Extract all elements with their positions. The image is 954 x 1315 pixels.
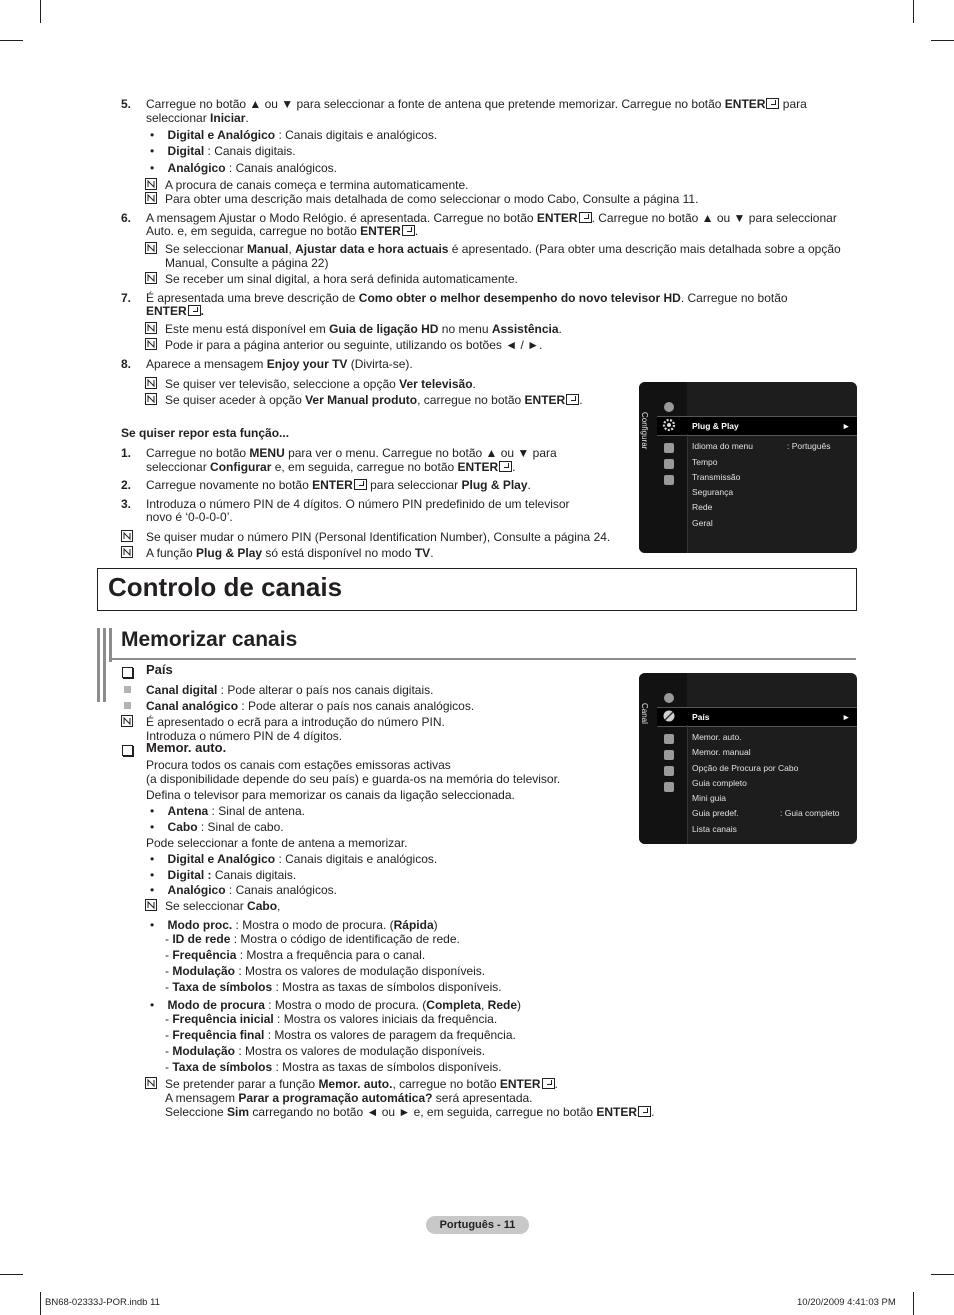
note-icon bbox=[145, 377, 157, 389]
page-title: Controlo de canais bbox=[108, 572, 343, 602]
note-icon bbox=[145, 242, 157, 254]
reset-step-3-line2: novo é ‘0-0-0-0’. bbox=[146, 510, 233, 524]
osd-item[interactable]: Guia completo bbox=[692, 778, 747, 788]
osd-item[interactable]: Transmissão bbox=[692, 472, 741, 482]
note-text: Se quiser aceder à opção Ver Manual produto, carregue no botão ENTER . bbox=[165, 393, 583, 407]
bullet-item: • Digital : Canais digitais. bbox=[150, 144, 296, 158]
paragraph: (a disponibilidade depende do seu país) e guarda-os na memória do televisor. bbox=[146, 772, 561, 786]
reset-step-2-line: Carregue novamente no botão ENTER para seleccionar Plug & Play. bbox=[146, 478, 531, 492]
enter-icon bbox=[766, 98, 779, 109]
enter-icon bbox=[542, 1078, 555, 1089]
bullet-item: • Digital e Analógico : Canais digitais e analógicos. bbox=[150, 128, 438, 142]
bullet-item: • Antena : Sinal de antena. bbox=[150, 804, 305, 818]
reset-step-1-number: 1. bbox=[121, 446, 132, 460]
osd-item[interactable]: Lista canais bbox=[692, 824, 737, 834]
section-title: Memorizar canais bbox=[121, 628, 298, 651]
menu-icon bbox=[664, 766, 674, 776]
menu-icon bbox=[664, 443, 674, 453]
gear-icon bbox=[664, 734, 674, 744]
note-text: Se pretender parar a função Memor. auto., carregue no botão ENTER . bbox=[165, 1077, 558, 1091]
note-text: Este menu está disponível em Guia de ligação HD no menu Assistência. bbox=[165, 322, 562, 336]
enter-icon bbox=[579, 212, 592, 223]
enter-icon bbox=[354, 479, 367, 490]
satellite-icon bbox=[661, 708, 677, 724]
bullet-item: • Digital e Analógico : Canais digitais e analógicos. bbox=[150, 852, 438, 866]
osd-highlight-row[interactable] bbox=[657, 707, 857, 727]
reset-step-3-number: 3. bbox=[121, 497, 132, 511]
menu-icon bbox=[664, 459, 674, 469]
note-icon bbox=[145, 899, 157, 911]
arrow-right-icon: ► bbox=[842, 712, 851, 722]
note-text: A função Plug & Play só está disponível no modo TV. bbox=[146, 546, 434, 560]
reset-step-2-number: 2. bbox=[121, 478, 132, 492]
list-item: Canal digital : Pode alterar o país nos canais digitais. bbox=[146, 683, 434, 697]
note-text: Se seleccionar Cabo, bbox=[165, 899, 281, 913]
osd-item[interactable]: Geral bbox=[692, 518, 713, 528]
osd-vertical-label: Configurar bbox=[640, 412, 649, 450]
step-7-number: 7. bbox=[121, 291, 132, 305]
note-icon bbox=[145, 272, 157, 284]
subsection-heading: País bbox=[146, 662, 173, 677]
checkbox-bullet-icon bbox=[122, 745, 133, 756]
arrow-right-icon: ► bbox=[842, 421, 851, 431]
step-5-line2: seleccionar Iniciar. bbox=[146, 111, 249, 125]
file-name: BN68-02333J-POR.indb 11 bbox=[45, 1297, 160, 1308]
osd-item[interactable]: Mini guia bbox=[692, 793, 727, 803]
osd-item-value: : Português bbox=[787, 441, 831, 451]
enter-icon bbox=[638, 1106, 651, 1117]
note-text: Para obter uma descrição mais detalhada de como seleccionar o modo Cabo, Consulte a página 11. bbox=[165, 192, 699, 206]
reset-title: Se quiser repor esta função... bbox=[121, 426, 290, 440]
note-icon bbox=[145, 178, 157, 190]
enter-icon bbox=[188, 305, 201, 316]
paragraph: Procura todos os canais com estações emissoras activas bbox=[146, 758, 451, 772]
list-item: Canal analógico : Pode alterar o país nos canais analógicos. bbox=[146, 699, 475, 713]
paragraph: Defina o televisor para memorizar os canais da ligação seleccionada. bbox=[146, 788, 515, 802]
osd-channel-menu bbox=[639, 673, 857, 844]
osd-item[interactable]: Rede bbox=[692, 502, 713, 512]
osd-sidebar bbox=[639, 673, 687, 844]
sub-item: - Frequência : Mostra a frequência para o canal. bbox=[165, 948, 426, 962]
enter-icon bbox=[499, 461, 512, 472]
note-text: Se receber um sinal digital, a hora será definida automaticamente. bbox=[165, 272, 518, 286]
step-5-line1: Carregue no botão ▲ ou ▼ para seleccionar a fonte de antena que pretende memorizar. Carregue no botão ENTER para bbox=[146, 97, 807, 111]
step-6-line2: Auto. e, em seguida, carregue no botão ENTER . bbox=[146, 224, 419, 238]
bullet-item: • Modo de procura : Mostra o modo de procura. (Completa, Rede) bbox=[150, 998, 521, 1012]
note-text: Introduza o número PIN de 4 dígitos. bbox=[146, 729, 343, 743]
note-icon bbox=[145, 1077, 157, 1089]
osd-item[interactable]: Guia predef. bbox=[692, 808, 739, 818]
note-text: Se seleccionar Manual, Ajustar data e hora actuais é apresentado. (Para obter uma descrição mais detalhada sobre a opção bbox=[165, 242, 841, 256]
sub-item: - Frequência inicial : Mostra os valores iniciais da frequência. bbox=[165, 1012, 498, 1026]
osd-item[interactable]: Memor. auto. bbox=[692, 732, 742, 742]
bullet-item: • Cabo : Sinal de cabo. bbox=[150, 820, 284, 834]
bullet-item: • Analógico : Canais analógicos. bbox=[150, 883, 337, 897]
reset-step-1-line2: seleccionar Configurar e, em seguida, carregue no botão ENTER . bbox=[146, 460, 516, 474]
note-icon bbox=[145, 322, 157, 334]
sub-item: - Taxa de símbolos : Mostra as taxas de símbolos disponíveis. bbox=[165, 980, 502, 994]
enter-icon bbox=[402, 225, 415, 236]
bullet-item: • Analógico : Canais analógicos. bbox=[150, 161, 337, 175]
square-bullet-icon bbox=[124, 702, 131, 709]
bullet-item: • Modo proc. : Mostra o modo de procura. (Rápida) bbox=[150, 918, 438, 932]
checkbox-bullet-icon bbox=[122, 667, 133, 678]
osd-highlight-label: Plug & Play bbox=[692, 421, 739, 431]
square-bullet-icon bbox=[124, 686, 131, 693]
help-icon bbox=[664, 782, 674, 792]
note-icon bbox=[121, 715, 133, 727]
note-text: Pode ir para a página anterior ou seguinte, utilizando os botões ◄ / ►. bbox=[165, 338, 543, 352]
step-6-line1: A mensagem Ajustar o Modo Relógio. é apresentada. Carregue no botão ENTER . Carregue no botão ▲ ou ▼ para seleccionar bbox=[146, 211, 837, 225]
osd-highlight-label: País bbox=[692, 712, 710, 722]
sub-item: - Taxa de símbolos : Mostra as taxas de símbolos disponíveis. bbox=[165, 1060, 502, 1074]
menu-icon bbox=[664, 402, 674, 412]
bullet-item: • Digital : Canais digitais. bbox=[150, 868, 297, 882]
note-text: É apresentado o ecrã para a introdução do número PIN. bbox=[146, 715, 445, 729]
step-7-line2: ENTER . bbox=[146, 304, 205, 318]
note-icon bbox=[121, 546, 133, 558]
print-date: 10/20/2009 4:41:03 PM bbox=[797, 1297, 896, 1308]
subsection-heading: Memor. auto. bbox=[146, 740, 227, 755]
step-5-number: 5. bbox=[121, 97, 132, 111]
step-7-line1: É apresentada uma breve descrição de Como obter o melhor desempenho do novo televisor HD. Carregue no botão bbox=[146, 291, 788, 305]
paragraph: Pode seleccionar a fonte de antena a memorizar. bbox=[146, 836, 408, 850]
note-icon bbox=[121, 530, 133, 542]
step-8-number: 8. bbox=[121, 357, 132, 371]
note-icon bbox=[145, 338, 157, 350]
osd-item[interactable]: Tempo bbox=[692, 457, 718, 467]
step-6-number: 6. bbox=[121, 211, 132, 225]
note-text: Se quiser mudar o número PIN (Personal Identification Number), Consulte a página 24. bbox=[146, 530, 611, 544]
help-icon bbox=[664, 475, 674, 485]
osd-item[interactable]: Idioma do menu bbox=[692, 441, 753, 451]
sub-item: - ID de rede : Mostra o código de identificação de rede. bbox=[165, 932, 460, 946]
osd-highlight-row[interactable] bbox=[657, 416, 857, 436]
note-text: Seleccione Sim carregando no botão ◄ ou ► e, em seguida, carregue no botão ENTER . bbox=[165, 1105, 655, 1119]
page-number: Português - 11 bbox=[426, 1216, 529, 1234]
note-text: Se quiser ver televisão, seleccione a opção Ver televisão. bbox=[165, 377, 476, 391]
reset-step-1-line1: Carregue no botão MENU para ver o menu. Carregue no botão ▲ ou ▼ para bbox=[146, 446, 557, 460]
menu-icon bbox=[664, 693, 674, 703]
enter-icon bbox=[566, 394, 579, 405]
sub-item: - Frequência final : Mostra os valores de paragem da frequência. bbox=[165, 1028, 516, 1042]
sub-item: - Modulação : Mostra os valores de modulação disponíveis. bbox=[165, 1044, 486, 1058]
note-icon bbox=[145, 393, 157, 405]
note-text: A mensagem Parar a programação automática? será apresentada. bbox=[165, 1091, 533, 1105]
gear-icon bbox=[661, 417, 677, 433]
note-text: A procura de canais começa e termina automaticamente. bbox=[165, 178, 469, 192]
sub-item: - Modulação : Mostra os valores de modulação disponíveis. bbox=[165, 964, 486, 978]
osd-item[interactable]: Segurança bbox=[692, 487, 734, 497]
osd-sidebar bbox=[639, 382, 687, 553]
osd-vertical-label: Canal bbox=[640, 703, 649, 724]
note-icon bbox=[145, 192, 157, 204]
osd-item[interactable]: Opção de Procura por Cabo bbox=[692, 763, 799, 773]
osd-setup-menu bbox=[639, 382, 857, 553]
menu-icon bbox=[664, 750, 674, 760]
osd-item-value: : Guia completo bbox=[780, 808, 840, 818]
reset-step-3-line1: Introduza o número PIN de 4 dígitos. O número PIN predefinido de um televisor bbox=[146, 497, 570, 511]
step-8-line1: Aparece a mensagem Enjoy your TV (Divirta-se). bbox=[146, 357, 413, 371]
osd-item[interactable]: Memor. manual bbox=[692, 747, 751, 757]
note-text: Manual, Consulte a página 22) bbox=[165, 256, 329, 270]
